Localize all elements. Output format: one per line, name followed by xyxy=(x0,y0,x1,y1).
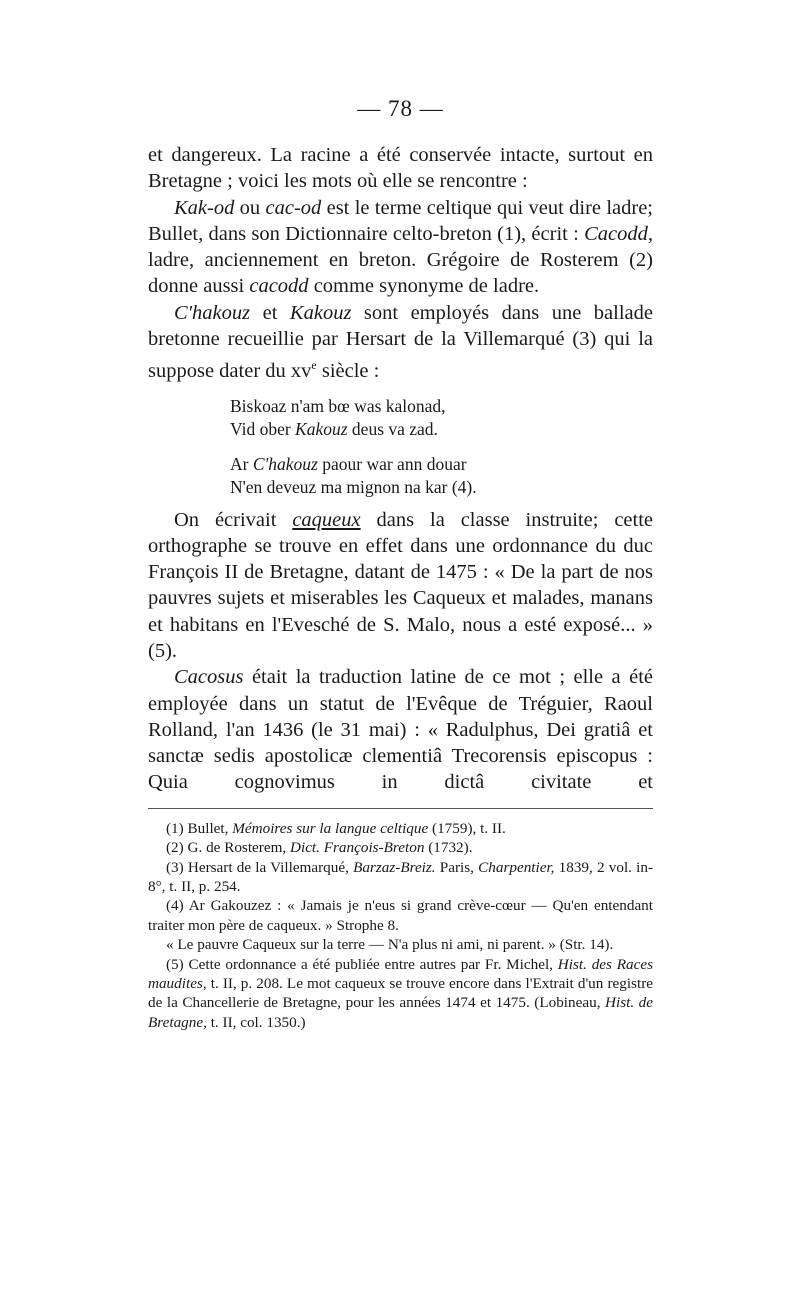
footnote-title: Mémoires sur la langue celtique xyxy=(232,819,429,837)
verse-text: deus va zad. xyxy=(347,418,438,439)
paragraph-4 xyxy=(148,507,653,665)
footnote-text: (3) Hersart de la Villemarqué, xyxy=(166,858,354,876)
paragraph-3-term-2: Kakouz xyxy=(289,301,352,324)
paragraph-2-text-a: ou xyxy=(234,196,266,219)
footnote-4-continued xyxy=(148,935,653,954)
footnote-text: 1839, 2 vol. in-8°, t. II, p. 254. xyxy=(148,858,654,895)
footnote-5 xyxy=(148,955,653,1033)
paragraph-5-text: était la traduction latine de ce mot ; elle a été employée dans un statut de l'Evêque de Tréguier, Raoul Rolland, l'an 1436 (le 31 mai) : « Radulphus, Dei gratiâ et sanctæ sedis apostolicæ clementiâ Trecorensis episcopus : Quia cognovimus in dictâ civitate et xyxy=(148,666,653,794)
verse-term: Kakouz xyxy=(295,418,348,439)
footnote-text: Paris, xyxy=(435,858,479,876)
verse-term: C'hakouz xyxy=(252,453,318,474)
paragraph-2 xyxy=(148,195,653,300)
paragraph-2-term-4: cacodd xyxy=(249,275,309,298)
paragraph-4-text-b: dans la classe instruite; cette orthographe se trouve en effet dans une ordonnance du duc François II de Bretagne, datant de 1475 : « De la part de nos pauvres sujets et miserables les Caqueux et malades, manans et habitans en l'Evesché de S. Malo, nous a esté exposé... » (5). xyxy=(148,508,654,662)
paragraph-2-term-2: cac-od xyxy=(265,196,322,219)
paragraph-5 xyxy=(148,664,653,795)
footnote-4 xyxy=(148,896,653,935)
footnote-text: (1759), t. II. xyxy=(428,819,506,837)
paragraph-2-text-b: est le terme celtique qui veut dire ladre; Bullet, dans son Dictionnaire celto-breton (1), écrit : xyxy=(148,196,653,245)
footnote-title: Dict. François-Breton xyxy=(290,839,425,857)
paragraph-3-superscript: e xyxy=(311,358,317,373)
paragraph-3-text-b: sont employés dans une ballade bretonne recueillie par Hersart de la Villemarqué (3) qui la suppose dater du xv xyxy=(148,301,653,383)
footnote-text: « Le pauvre Caqueux sur la terre — N'a plus ni ami, ni parent. » (Str. 14). xyxy=(166,936,614,954)
verse-line: Biskoaz n'am bœ was kalonad, xyxy=(230,395,446,416)
verse-line: N'en deveuz ma mignon na kar (4). xyxy=(230,476,477,497)
verse-text: Ar xyxy=(230,453,253,474)
footnote-3 xyxy=(148,858,653,897)
footnote-text: (1) Bullet, xyxy=(166,819,233,837)
verse-text: paour war ann douar xyxy=(317,453,467,474)
paragraph-2-text-d: comme synonyme de ladre. xyxy=(308,275,540,298)
page-number: — 78 — xyxy=(357,96,444,121)
paragraph-3-text-c: siècle : xyxy=(316,360,380,383)
footnote-text: (4) Ar Gakouzez : « Jamais je n'eus si grand crève-cœur — Qu'en entendant traiter mon père de caqueux. » Strophe 8. xyxy=(148,897,653,934)
main-text xyxy=(148,142,653,796)
paragraph-4-text-a: On écrivait xyxy=(174,508,293,531)
stanza-2 xyxy=(230,453,653,499)
paragraph-2-term-1: Kak-od xyxy=(174,196,235,219)
footnote-title: Barzaz-Breiz. xyxy=(353,858,436,876)
footnote-title: Hist. des Races maudites, xyxy=(148,955,653,993)
footnotes xyxy=(148,819,653,1032)
book-page xyxy=(148,96,653,1032)
paragraph-4-term: caqueux xyxy=(292,508,361,531)
paragraph-1 xyxy=(148,142,653,195)
paragraph-3-term-1: C'hakouz xyxy=(174,301,251,324)
stanza-1 xyxy=(230,395,653,441)
paragraph-2-text-c: ladre, anciennement en breton. Grégoire de Rosterem (2) donne aussi xyxy=(148,249,653,298)
paragraph-1-text: et dangereux. La racine a été conservée intacte, surtout en Bretagne ; voici les mots où elle se rencontre : xyxy=(148,144,653,193)
footnote-text: (5) Cette ordonnance a été publiée entre autres par Fr. Michel, xyxy=(166,955,558,973)
footnote-2 xyxy=(148,838,653,857)
footnote-publisher: Charpentier, xyxy=(478,858,555,876)
verse-text: Vid ober xyxy=(230,418,296,439)
paragraph-3-text-a: et xyxy=(250,301,290,324)
footnote-text: (1732). xyxy=(424,839,473,857)
footnote-text: t. II, p. 208. Le mot caqueux se trouve encore dans l'Extrait d'un registre de la Chancellerie de Bretagne, pour les années 1474 et 1475. (Lobineau, xyxy=(148,975,653,1012)
verse-line xyxy=(230,453,653,476)
footnote-text: t. II, col. 1350.) xyxy=(206,1013,306,1031)
paragraph-5-term: Cacosus xyxy=(174,666,244,689)
footnote-title: Hist. de Bretagne, xyxy=(148,994,654,1031)
ballad-quote xyxy=(230,395,653,499)
paragraph-2-term-3: Cacodd, xyxy=(584,222,653,245)
footnote-1 xyxy=(148,819,653,838)
paragraph-3 xyxy=(148,300,653,385)
footnote-text: (2) G. de Rosterem, xyxy=(166,839,290,857)
footnote-divider xyxy=(148,808,653,809)
verse-line xyxy=(230,418,653,441)
